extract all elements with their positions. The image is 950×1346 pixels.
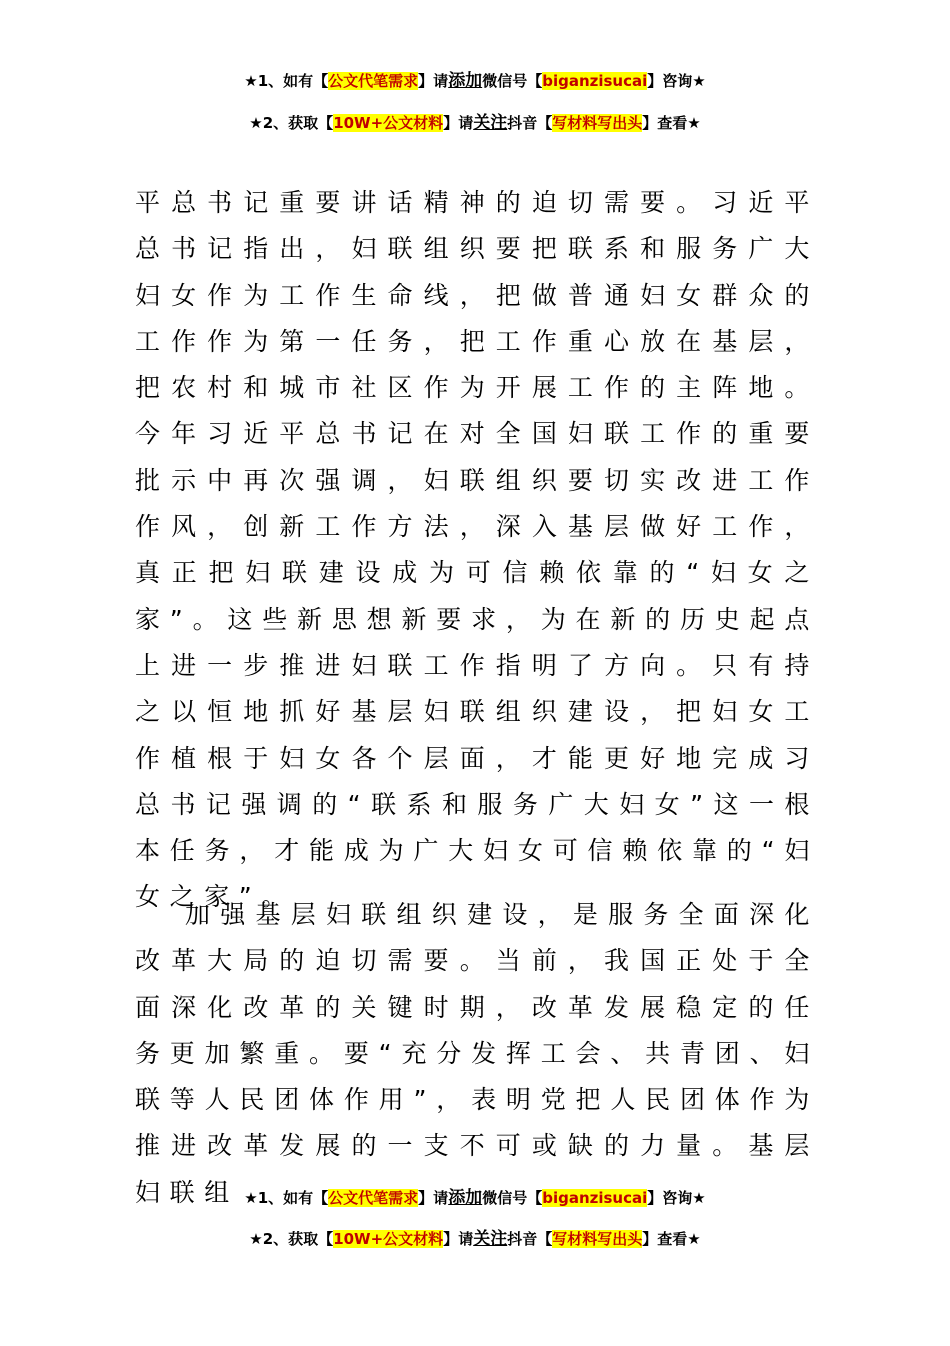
promo-text: 抖音【 [507,1230,553,1248]
promo-highlight-douyin-account: 写材料写出头 [552,1230,643,1248]
promo-prefix: ★1、如有【 [244,1189,329,1207]
promo-highlight-materials: 10W+公文材料 [333,1230,444,1248]
promo-text: 抖音【 [507,114,553,132]
promo-suffix: 】查看★ [642,1230,701,1248]
promo-highlight-wechat-id: biganzisucai [542,1189,648,1207]
promo-underlined-action: 关注 [473,1229,508,1249]
promo-highlight-douyin-account: 写材料写出头 [552,114,643,132]
promo-prefix: ★2、获取【 [249,114,334,132]
promo-highlight-service: 公文代笔需求 [328,1189,419,1207]
header-promo-line-2 [0,113,950,133]
promo-suffix: 】咨询★ [647,1189,706,1207]
body-paragraph-1: 平总书记重要讲话精神的迫切需要。习近平总书记指出，妇联组织要把联系和服务广大妇女作为工作生命线，把做普通妇女群众的工作作为第一任务，把工作重心放在基层，把农村和城市社区作为开展工作的主阵地。今年习近平总书记在对全国妇联工作的重要批示中再次强调，妇联组织要切实改进工作作风，创新工作方法，深入基层做好工作，真正把妇联建设成为可信赖依靠的“妇女之家”。这些新思想新要求，为在新的历史起点上进一步推进妇联工作指明了方向。只有持之以恒地抓好基层妇联组织建设，把妇女工作植根于妇女各个层面，才能更好地完成习总书记强调的“联系和服务广大妇女”这一根本任务，才能成为广大妇女可信赖依靠的“妇女之家”。 [135,188,819,912]
promo-prefix: ★2、获取【 [249,1230,334,1248]
promo-underlined-action: 添加 [448,71,483,91]
promo-prefix: ★1、如有【 [244,72,329,90]
promo-text: 微信号【 [482,72,543,90]
header-promo-line-1 [0,71,950,91]
body-paragraph-2: 加强基层妇联组织建设，是服务全面深化改革大局的迫切需要。当前，我国正处于全面深化改革的关键时期，改革发展稳定的任务更加繁重。要“充分发挥工会、共青团、妇联等人民团体作用”，表明党把人民团体作为推进改革发展的一支不可或缺的力量。基层妇联组 [135,900,819,1207]
promo-highlight-wechat-id: biganzisucai [542,72,648,90]
promo-highlight-service: 公文代笔需求 [328,72,419,90]
promo-text: 微信号【 [482,1189,543,1207]
promo-text: 】请 [443,1230,474,1248]
promo-underlined-action: 关注 [473,113,508,133]
footer-promo-line-1 [0,1188,950,1208]
promo-underlined-action: 添加 [448,1188,483,1208]
promo-text: 】请 [418,72,449,90]
promo-text: 】请 [443,114,474,132]
promo-highlight-materials: 10W+公文材料 [333,114,444,132]
promo-text: 】请 [418,1189,449,1207]
promo-suffix: 】咨询★ [647,72,706,90]
promo-suffix: 】查看★ [642,114,701,132]
footer-promo-line-2 [0,1229,950,1249]
